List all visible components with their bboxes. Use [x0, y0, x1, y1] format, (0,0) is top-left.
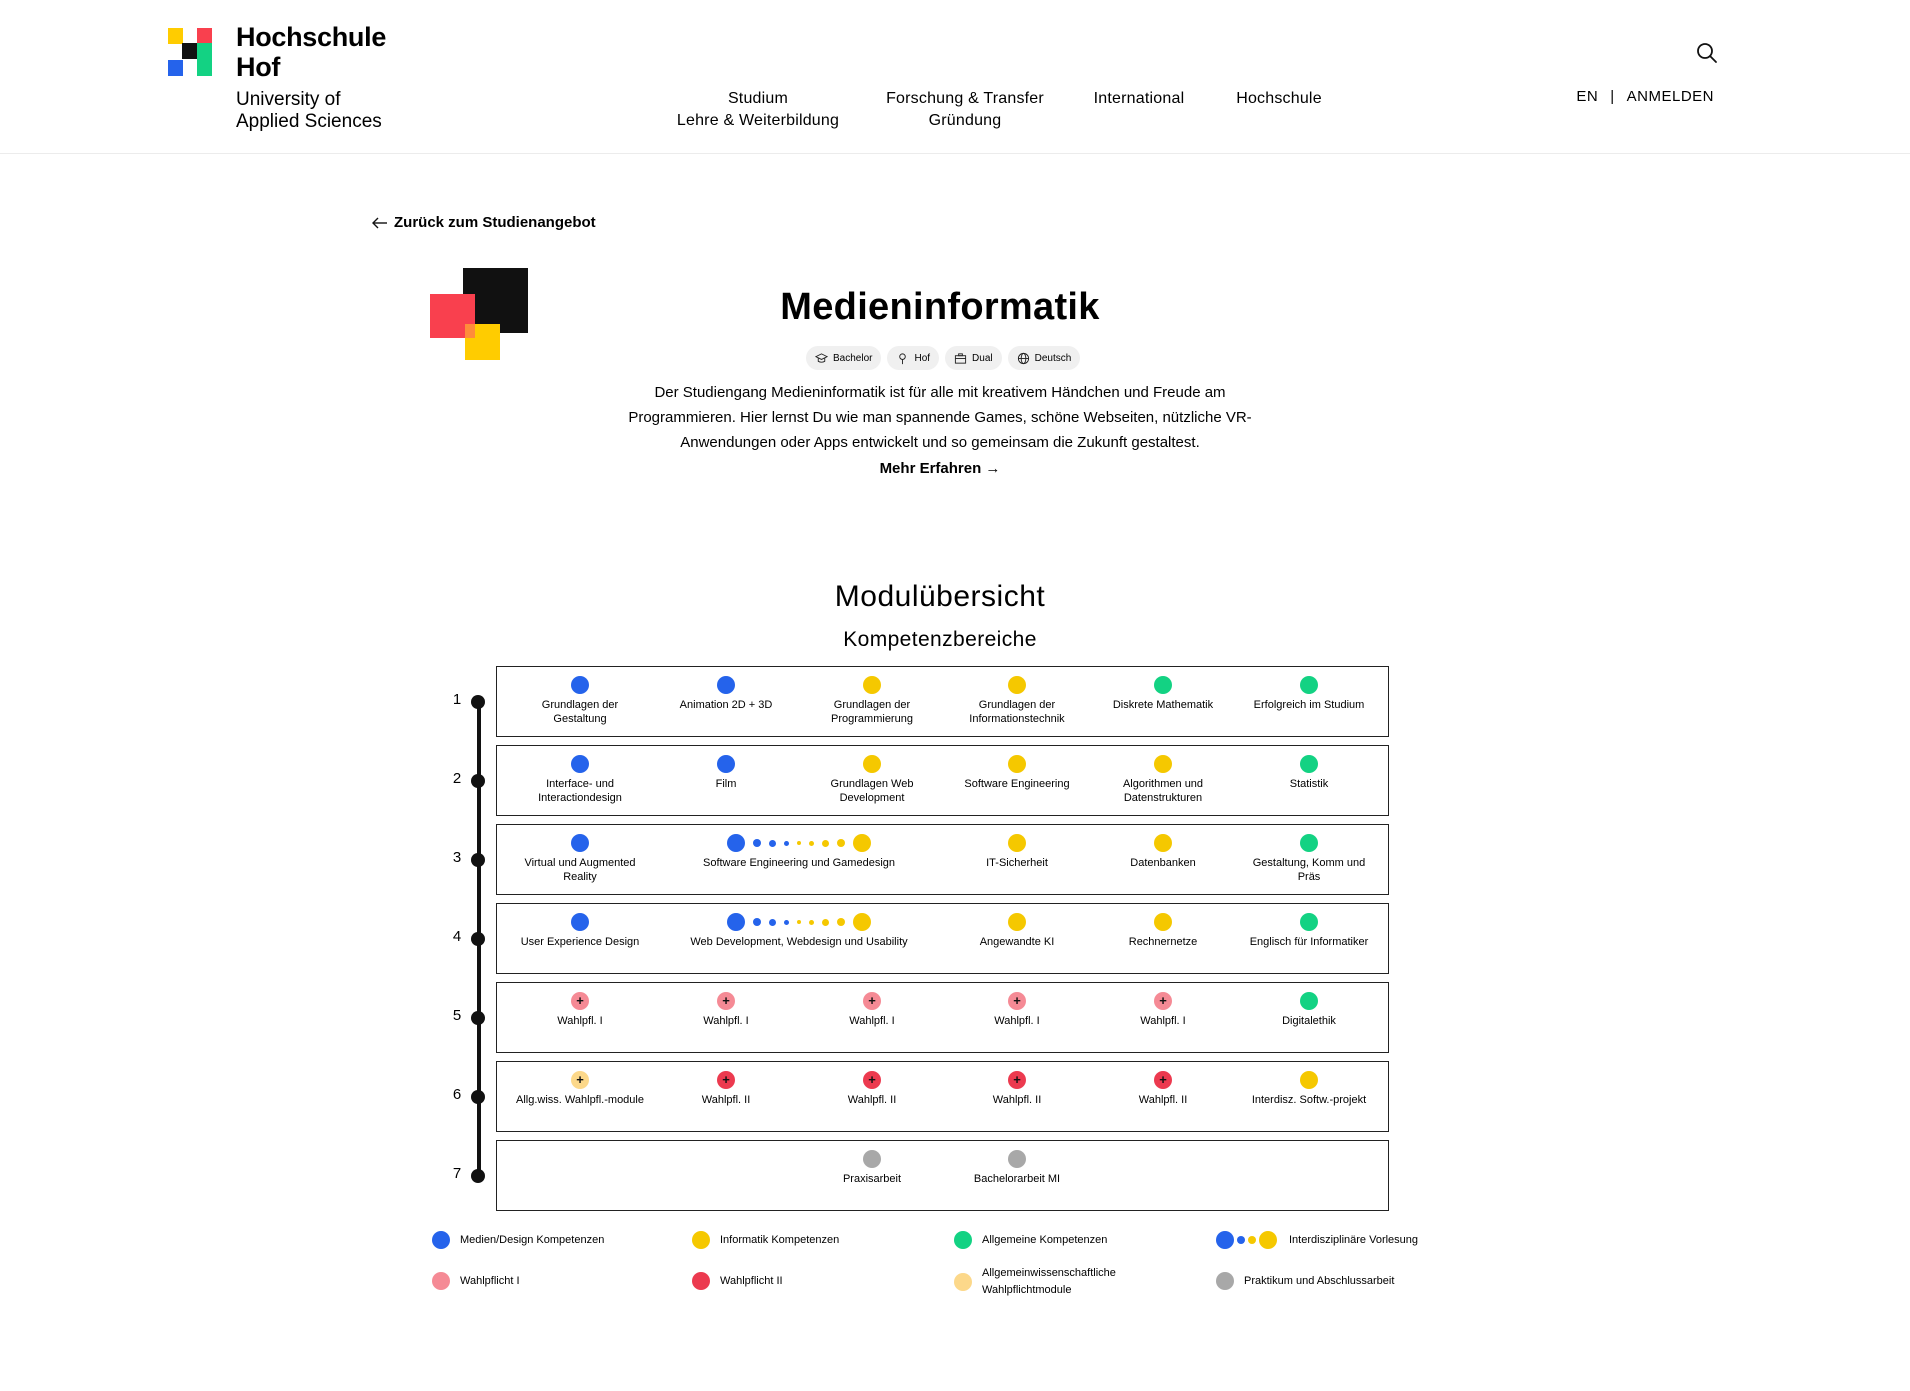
legend-label: Interdisziplinäre Vorlesung	[1289, 1233, 1419, 1246]
graduation-cap-icon	[815, 352, 828, 365]
trail-dot	[727, 834, 745, 852]
trail-dot	[784, 920, 789, 925]
module-item[interactable]	[1239, 834, 1379, 884]
module-label: Diskrete Mathematik	[1112, 699, 1214, 711]
tag-bachelor: Bachelor	[806, 346, 881, 370]
module-item[interactable]	[656, 1071, 796, 1107]
logo-subtitle: University of Applied Sciences	[236, 89, 382, 132]
semester-marker	[471, 1169, 485, 1183]
module-item[interactable]	[802, 676, 942, 726]
legend-item	[432, 1272, 520, 1290]
trail-dot	[822, 919, 829, 926]
module-label: Grundlagen der	[978, 699, 1056, 711]
pink-dot-icon	[863, 992, 881, 1010]
legend-dot	[1216, 1231, 1234, 1249]
module-item[interactable]	[947, 1071, 1087, 1107]
module-label: Development	[839, 792, 905, 804]
plus-icon: +	[722, 1072, 730, 1087]
module-label: Interdisz. Softw.-projekt	[1251, 1094, 1367, 1106]
util-divider: |	[1610, 88, 1615, 105]
semester-number: 1	[452, 691, 462, 708]
pink-dot-icon	[1008, 992, 1026, 1010]
program-description: Der Studiengang Medieninformatik ist für alle mit kreativem Händchen und Freude am Programmieren. Hier lernst Du wie man spannende Games, schöne Webseiten, nützliche VR- Anwendungen oder Apps entwickelt und so gemeinsam die Zukunft gestaltest.	[628, 384, 1252, 451]
module-item[interactable]	[656, 992, 796, 1028]
legend-label: Informatik Kompetenzen	[720, 1233, 840, 1246]
module-label: Informationstechnik	[969, 713, 1065, 725]
overview-subtitle: Kompetenzbereiche	[843, 628, 1037, 651]
green-dot-icon	[1300, 992, 1318, 1010]
module-item[interactable]	[947, 676, 1087, 726]
trail-dot	[797, 841, 801, 845]
yellow-dot-icon	[1008, 755, 1026, 773]
module-label: Angewandte KI	[979, 936, 1055, 948]
lightyellow-dot-icon	[571, 1071, 589, 1089]
module-item[interactable]	[510, 834, 650, 884]
module-item[interactable]	[1239, 676, 1379, 712]
plus-icon: +	[722, 993, 730, 1008]
module-item[interactable]	[1093, 755, 1233, 805]
trail-dot	[727, 913, 745, 931]
overview-title: Modulübersicht	[834, 580, 1046, 613]
yellow-legend-dot-icon	[692, 1231, 710, 1249]
legend-dot	[1237, 1236, 1245, 1244]
briefcase-icon	[954, 352, 967, 365]
nav-international[interactable]: International	[1093, 90, 1185, 107]
module-label: Film	[715, 778, 737, 790]
pink-legend-dot-icon	[432, 1272, 450, 1290]
module-item[interactable]	[510, 755, 650, 805]
semester-number: 6	[452, 1086, 462, 1103]
green-dot-icon	[1300, 913, 1318, 931]
yellow-dot-icon	[1154, 913, 1172, 931]
interdisciplinary-trail-icon	[679, 834, 919, 852]
semester-number: 5	[452, 1007, 462, 1024]
module-label: Software Engineering	[964, 778, 1070, 790]
utility-links	[1576, 88, 1714, 105]
blue-dot-icon	[571, 834, 589, 852]
site-header	[0, 0, 1910, 154]
legend-label: Wahlpflicht I	[460, 1274, 520, 1287]
plus-icon: +	[1013, 993, 1021, 1008]
nav-studium[interactable]: Studium Lehre & Weiterbildung	[676, 90, 840, 129]
trail-dot	[853, 913, 871, 931]
module-label: Gestaltung	[553, 713, 607, 725]
gray-dot-icon	[1008, 1150, 1026, 1168]
tag-language: Deutsch	[1008, 346, 1081, 370]
trail-dot	[753, 918, 761, 926]
yellow-dot-icon	[1008, 913, 1026, 931]
module-item[interactable]	[802, 992, 942, 1028]
module-label: Statistik	[1289, 778, 1329, 790]
plus-icon: +	[576, 993, 584, 1008]
trail-dot	[769, 840, 776, 847]
gray-legend-dot-icon	[1216, 1272, 1234, 1290]
module-item[interactable]	[947, 834, 1087, 870]
legend-item	[1216, 1231, 1418, 1249]
module-label: Allg.wiss. Wahlpfl.-module	[516, 1094, 644, 1106]
module-item[interactable]	[656, 755, 796, 791]
legend-item	[954, 1265, 1116, 1299]
module-item[interactable]	[656, 676, 796, 712]
module-item[interactable]	[802, 1071, 942, 1107]
semester-marker	[471, 1090, 485, 1104]
legend-label: Allgemeine Kompetenzen	[982, 1233, 1108, 1246]
semester-number: 7	[452, 1165, 462, 1182]
plus-icon: +	[1159, 1072, 1167, 1087]
red-legend-dot-icon	[692, 1272, 710, 1290]
nav-forschung[interactable]: Forschung & Transfer Gründung	[886, 90, 1044, 129]
trail-dot	[769, 919, 776, 926]
gray-dot-icon	[863, 1150, 881, 1168]
nav-hochschule[interactable]: Hochschule	[1236, 90, 1322, 107]
legend-item	[1216, 1272, 1394, 1290]
logo-title: Hochschule Hof	[236, 22, 387, 82]
module-label: Programmierung	[831, 713, 913, 725]
trail-dot	[853, 834, 871, 852]
semester-number: 2	[452, 770, 462, 787]
semester-marker	[471, 1011, 485, 1025]
arrow-left-icon	[372, 217, 388, 229]
semester-number: 3	[452, 849, 462, 866]
module-label: Reality	[563, 871, 597, 883]
module-item[interactable]	[947, 992, 1087, 1028]
red-dot-icon	[717, 1071, 735, 1089]
module-label: Wahlpfl. II	[992, 1094, 1042, 1106]
yellow-dot-icon	[863, 755, 881, 773]
plus-icon: +	[576, 1072, 584, 1087]
module-label: Datenbanken	[1130, 857, 1196, 869]
trail-dot	[822, 840, 829, 847]
green-dot-icon	[1300, 755, 1318, 773]
hochschule-logo-mark[interactable]	[168, 28, 212, 76]
green-dot-icon	[1300, 834, 1318, 852]
legend-item	[954, 1231, 1107, 1249]
legend-label: Allgemeinwissenschaftliche Wahlpflichtmodule	[982, 1267, 1116, 1296]
plus-icon: +	[868, 993, 876, 1008]
module-label: Datenstrukturen	[1123, 792, 1203, 804]
more-link[interactable]: Mehr Erfahren →	[879, 460, 1001, 477]
module-label: Wahlpfl. II	[701, 1094, 751, 1106]
module-label: Wahlpfl. II	[1138, 1094, 1188, 1106]
language-switch[interactable]: EN	[1576, 88, 1599, 105]
module-item[interactable]	[1093, 992, 1233, 1028]
module-item[interactable]	[510, 992, 650, 1028]
legend-item	[692, 1272, 783, 1290]
module-label: Digitalethik	[1282, 1015, 1336, 1027]
blue-dot-icon	[571, 676, 589, 694]
module-label: Präs	[1297, 871, 1321, 883]
blue-dot-icon	[571, 755, 589, 773]
module-item[interactable]	[802, 1150, 942, 1186]
module-label: Erfolgreich im Studium	[1253, 699, 1365, 711]
legend-label: Medien/Design Kompetenzen	[460, 1233, 605, 1246]
trail-dot	[753, 839, 761, 847]
module-label: Grundlagen der	[833, 699, 911, 711]
back-link[interactable]	[372, 214, 596, 231]
legend-label: Praktikum und Abschlussarbeit	[1244, 1274, 1395, 1287]
search-icon[interactable]	[1696, 42, 1718, 64]
module-item[interactable]	[510, 1071, 650, 1107]
module-label: Algorithmen und	[1122, 778, 1204, 790]
tag-dual: Dual	[945, 346, 1002, 370]
module-item[interactable]	[1239, 992, 1379, 1028]
yellow-dot-icon	[1008, 676, 1026, 694]
semester-marker	[471, 695, 485, 709]
module-label: Wahlpfl. I	[994, 1015, 1040, 1027]
module-label: Rechnernetze	[1128, 936, 1198, 948]
module-label: Interface- und	[546, 778, 614, 790]
module-item[interactable]	[1093, 1071, 1233, 1107]
semester-row	[496, 1140, 1389, 1211]
semester-number: 4	[452, 928, 462, 945]
interdisciplinary-icon	[1216, 1231, 1277, 1249]
logo-text[interactable]	[236, 22, 386, 133]
semester-marker	[471, 853, 485, 867]
trail-dot	[784, 841, 789, 846]
module-item[interactable]	[679, 913, 919, 949]
program-title: Medieninformatik	[780, 286, 1100, 328]
program-tags	[806, 346, 1080, 370]
module-item[interactable]	[1239, 913, 1379, 949]
blue-dot-icon	[717, 755, 735, 773]
blue-legend-dot-icon	[432, 1231, 450, 1249]
module-label: Englisch für Informatiker	[1249, 936, 1369, 948]
module-label: Grundlagen der	[541, 699, 619, 711]
trail-dot	[809, 920, 814, 925]
trail-dot	[837, 839, 845, 847]
semester-marker	[471, 774, 485, 788]
back-link-label: Zurück zum Studienangebot	[394, 214, 596, 231]
yellow-dot-icon	[1154, 755, 1172, 773]
green-legend-dot-icon	[954, 1231, 972, 1249]
yellow-dot-icon	[863, 676, 881, 694]
trail-dot	[837, 918, 845, 926]
green-dot-icon	[1300, 676, 1318, 694]
trail-dot	[797, 920, 801, 924]
login-link[interactable]: ANMELDEN	[1626, 88, 1714, 105]
blue-dot-icon	[571, 913, 589, 931]
lightyellow-legend-dot-icon	[954, 1273, 972, 1291]
legend-dot	[1259, 1231, 1277, 1249]
yellow-dot-icon	[1154, 834, 1172, 852]
module-label: Web Development, Webdesign und Usability	[690, 936, 908, 948]
module-label: Virtual und Augmented	[524, 857, 636, 869]
module-item[interactable]	[1239, 755, 1379, 791]
plus-icon: +	[1159, 993, 1167, 1008]
module-item[interactable]	[947, 913, 1087, 949]
module-label: Praxisarbeit	[842, 1173, 902, 1185]
module-item[interactable]	[1093, 676, 1233, 712]
module-item[interactable]	[947, 1150, 1087, 1186]
module-label: Wahlpfl. II	[847, 1094, 897, 1106]
tag-location: Hof	[887, 346, 939, 370]
module-label: Wahlpfl. I	[849, 1015, 895, 1027]
globe-icon	[1017, 352, 1030, 365]
trail-dot	[809, 841, 814, 846]
location-pin-icon	[896, 352, 909, 365]
module-item[interactable]	[679, 834, 919, 870]
module-label: User Experience Design	[520, 936, 640, 948]
green-dot-icon	[1154, 676, 1172, 694]
legend-item	[432, 1231, 604, 1249]
pink-dot-icon	[1154, 992, 1172, 1010]
module-label: Wahlpfl. I	[557, 1015, 603, 1027]
legend-label: Wahlpflicht II	[720, 1274, 783, 1287]
module-label: Bachelorarbeit MI	[973, 1173, 1061, 1185]
module-item[interactable]	[1093, 834, 1233, 870]
interdisciplinary-trail-icon	[679, 913, 919, 931]
red-dot-icon	[1008, 1071, 1026, 1089]
legend-item	[692, 1231, 839, 1249]
module-item[interactable]	[947, 755, 1087, 791]
semester-marker	[471, 932, 485, 946]
module-item[interactable]	[1093, 913, 1233, 949]
yellow-dot-icon	[1300, 1071, 1318, 1089]
module-item[interactable]	[802, 755, 942, 805]
pink-dot-icon	[571, 992, 589, 1010]
module-label: Interactiondesign	[538, 792, 622, 804]
module-label: Gestaltung, Komm und	[1252, 857, 1366, 869]
red-dot-icon	[1154, 1071, 1172, 1089]
red-dot-icon	[863, 1071, 881, 1089]
module-item[interactable]	[510, 913, 650, 949]
legend-dot	[1248, 1236, 1256, 1244]
pink-dot-icon	[717, 992, 735, 1010]
module-label: Animation 2D + 3D	[679, 699, 773, 711]
module-label: Wahlpfl. I	[1140, 1015, 1186, 1027]
blue-dot-icon	[717, 676, 735, 694]
yellow-dot-icon	[1008, 834, 1026, 852]
module-item[interactable]	[510, 676, 650, 726]
plus-icon: +	[868, 1072, 876, 1087]
module-label: Software Engineering und Gamedesign	[702, 857, 895, 869]
module-label: Wahlpfl. I	[703, 1015, 749, 1027]
module-label: IT-Sicherheit	[986, 857, 1048, 869]
module-item[interactable]	[1239, 1071, 1379, 1107]
plus-icon: +	[1013, 1072, 1021, 1087]
module-label: Grundlagen Web	[830, 778, 914, 790]
